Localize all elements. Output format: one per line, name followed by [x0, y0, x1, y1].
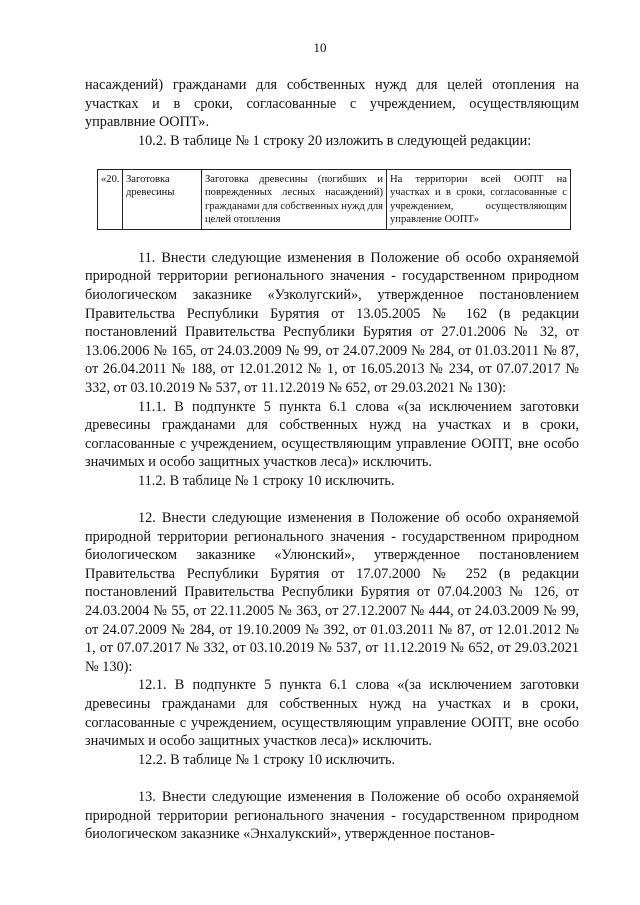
page-number: 10 — [313, 40, 327, 55]
document-body — [85, 76, 579, 844]
cell-activity-description: Заготовка древесины (погибших и поврежденных лесных насаждений) гражданами для собственных нужд для целей отопления — [202, 169, 387, 229]
paragraph-12-2: 12.2. В таблице № 1 строку 10 исключить. — [138, 751, 396, 768]
paragraph-12: 12. Внести следующие изменения в Положение об особо охраняемой природной территории регионального значения - государственном природном биологическом заказнике «Улюнский», утвержденное постановлением Правительства Республики Бурятия от 17.07.2000 № 252 (в редакции постановлений Правительства Республики Бурятия от 07.04.2003 № 126, от 24.03.2004 № 55, от 22.11.2005 № 363, от 27.12.2007 № 444, от 24.03.2009 № 99, от 24.07.2009 № 284, от 19.10.2009 № 392, от 01.03.2011 № 87, от 12.01.2012 № 1, от 07.07.2017 № 332, от 03.10.2019 № 537, от 11.12.2019 № 652, от 29.03.2021 № 130): — [85, 510, 579, 675]
paragraph-12-1: 12.1. В подпункте 5 пункта 6.1 слова «(за исключением заготовки древесины гражданами для собственных нужд на участках и в сроки, согласованные с учреждением, осуществляющим управление ООПТ, вне особо значимых и особо защитных участков леса)» исключить. — [85, 677, 579, 750]
table-row — [98, 169, 571, 229]
spacer — [85, 150, 579, 169]
spacer — [85, 490, 579, 509]
cell-territory: На территории всей ООПТ на участках и в сроки, согласованные с учреждением, осуществляющим управление ООПТ» — [387, 169, 571, 229]
spacer — [85, 769, 579, 788]
paragraph-10-2: 10.2. В таблице № 1 строку 20 изложить в следующей редакции: — [138, 132, 532, 149]
spacer — [85, 230, 579, 249]
paragraph-13: 13. Внести следующие изменения в Положение об особо охраняемой природной территории регионального значения - государственном природном биологическом заказнике «Энхалукский», утвержденное постанов- — [85, 788, 579, 843]
cell-activity-name: Заготовка древесины — [123, 169, 202, 229]
replacement-table — [97, 169, 571, 230]
paragraph-11-1: 11.1. В подпункте 5 пункта 6.1 слова «(за исключением заготовки древесины гражданами для собственных нужд на участках и в сроки, согласованные с учреждением, осуществляющим управление ООПТ, вне особо значимых и особо защитных участков леса)» исключить. — [85, 398, 579, 471]
cell-row-number: «20. — [98, 169, 123, 229]
paragraph-11-2: 11.2. В таблице № 1 строку 10 исключить. — [138, 472, 395, 489]
intro-paragraph: насаждений) гражданами для собственных нужд для целей отопления на участках и в сроки, согласованные с учреждением, осуществляющим управлвние ООПТ». — [85, 77, 579, 131]
paragraph-11: 11. Внести следующие изменения в Положение об особо охраняемой природной территории регионального значения - государственном природном биологическом заказнике «Узколугский», утвержденное постановлением Правительства Республики Бурятия от 13.05.2005 № 162 (в редакции постановлений Правительства Республики Бурятия от 27.01.2006 № 32, от 13.06.2006 № 165, от 24.03.2009 № 99, от 24.07.2009 № 284, от 01.03.2011 № 87, от 26.04.2011 № 188, от 12.01.2012 № 1, от 16.05.2013 № 234, от 07.07.2017 № 332, от 03.10.2019 № 537, от 11.12.2019 № 652, от 29.03.2021 № 130): — [85, 249, 579, 396]
